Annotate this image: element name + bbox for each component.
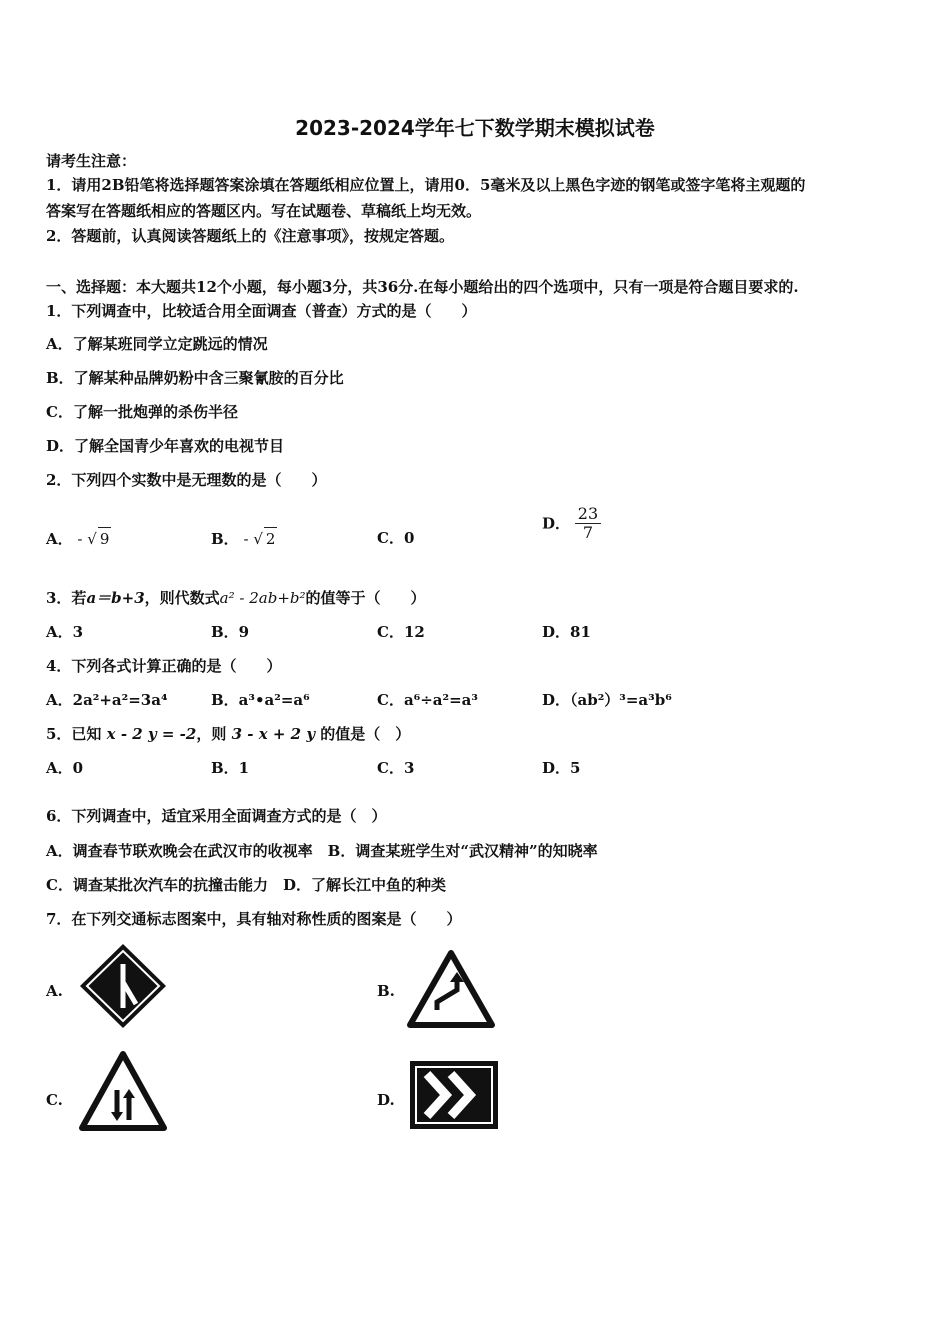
q7-stem: 7．在下列交通标志图案中，具有轴对称性质的图案是（ ）	[46, 910, 462, 928]
radical-sign-icon: √	[253, 530, 263, 548]
q4-option-b[interactable]: B．a³•a²=a⁶	[211, 691, 310, 709]
q3-stem	[46, 587, 426, 609]
q2-d-denominator: 7	[582, 523, 594, 542]
q3-option-a[interactable]: A．3	[46, 623, 84, 641]
notice-line-1b: 答案写在答题纸相应的答题区内。写在试题卷、草稿纸上均无效。	[46, 202, 482, 220]
q2-a-label: A．	[46, 530, 73, 548]
q1-option-a[interactable]: A．了解某班同学立定跳远的情况	[46, 335, 268, 353]
q1-option-d[interactable]: D．了解全国青少年喜欢的电视节目	[46, 437, 285, 455]
q4-option-c[interactable]: C．a⁶÷a²=a³	[377, 691, 478, 709]
two-way-traffic-sign-icon[interactable]	[78, 1050, 168, 1132]
section-heading: 一、选择题：本大题共12个小题，每小题3分，共36分.在每小题给出的四个选项中，只有一项是符合题目要求的.	[46, 278, 799, 296]
q5-option-c[interactable]: C．3	[377, 759, 415, 777]
q5-expression: 3 - x + 2 y	[231, 725, 316, 743]
q5-given: x - 2 y = -2	[106, 725, 197, 743]
q2-b-radicand: 2	[264, 527, 278, 550]
q7-option-a-label[interactable]: A.	[46, 982, 63, 1000]
q2-option-d[interactable]	[542, 505, 601, 542]
merge-lane-sign-icon[interactable]	[78, 942, 168, 1030]
q6-stem: 6．下列调查中，适宜采用全面调查方式的是（ ）	[46, 807, 387, 825]
q5-stem-mid: ，则	[196, 725, 227, 743]
q7-option-d-label[interactable]: D.	[377, 1091, 395, 1109]
q4-stem: 4．下列各式计算正确的是（ ）	[46, 657, 282, 675]
notice-line-2: 2．答题前，认真阅读答题纸上的《注意事项》，按规定答题。	[46, 227, 454, 245]
page-title: 2023-2024学年七下数学期末模拟试卷	[295, 116, 655, 140]
q2-d-fraction	[575, 505, 601, 542]
q6-options-ab[interactable]: A．调查春节联欢晚会在武汉市的收视率 B．调查某班学生对“武汉精神”的知晓率	[46, 842, 598, 860]
q4-option-d[interactable]: D．（ab²）³=a³b⁶	[542, 691, 672, 709]
q2-option-b[interactable]	[211, 527, 277, 550]
q2-option-a[interactable]	[46, 527, 111, 550]
chevron-right-sign-icon[interactable]	[409, 1060, 499, 1130]
q2-d-numerator: 23	[575, 505, 601, 524]
radical-sign-icon: √	[87, 530, 97, 548]
q5-stem-post: 的值是（ ）	[320, 725, 411, 743]
q1-option-b[interactable]: B．了解某种品牌奶粉中含三聚氰胺的百分比	[46, 369, 344, 387]
q2-d-label: D．	[542, 514, 571, 533]
q3-stem-pre: 3．若	[46, 589, 87, 607]
q1-stem: 1．下列调查中，比较适合用全面调查（普查）方式的是（ ）	[46, 302, 477, 320]
q3-stem-mid: ，则代数式	[144, 589, 220, 607]
q6-options-cd[interactable]: C．调查某批次汽车的抗撞击能力 D．了解长江中鱼的种类	[46, 876, 446, 894]
q7-option-b-label[interactable]: B.	[377, 982, 395, 1000]
q1-option-c[interactable]: C．了解一批炮弹的杀伤半径	[46, 403, 238, 421]
q7-option-c-label[interactable]: C.	[46, 1091, 63, 1109]
q2-b-label: B．	[211, 530, 239, 548]
q3-stem-post: 的值等于（ ）	[305, 589, 426, 607]
q3-option-d[interactable]: D．81	[542, 623, 591, 641]
q2-b-sign: -	[243, 530, 249, 548]
q2-option-c[interactable]: C．0	[377, 529, 415, 547]
q2-stem: 2．下列四个实数中是无理数的是（ ）	[46, 471, 327, 489]
q2-a-sign: -	[77, 530, 83, 548]
q3-expression: a² - 2ab+b²	[219, 589, 306, 607]
q5-option-b[interactable]: B．1	[211, 759, 250, 777]
notice-heading: 请考生注意：	[46, 152, 137, 170]
q5-option-a[interactable]: A．0	[46, 759, 84, 777]
q2-a-radicand: 9	[98, 527, 112, 550]
q3-option-c[interactable]: C．12	[377, 623, 425, 641]
q5-option-d[interactable]: D．5	[542, 759, 581, 777]
q4-option-a[interactable]: A．2a²+a²=3a⁴	[46, 691, 168, 709]
q3-option-b[interactable]: B．9	[211, 623, 250, 641]
q3-condition: a＝b+3	[86, 589, 145, 607]
q5-stem-pre: 5．已知	[46, 725, 102, 743]
notice-line-1: 1．请用2B铅笔将选择题答案涂填在答题纸相应位置上，请用0．5毫米及以上黑色字迹的钢笔或签字笔将主观题的	[46, 176, 806, 194]
q5-stem	[46, 723, 410, 745]
winding-road-sign-icon[interactable]	[407, 950, 495, 1028]
